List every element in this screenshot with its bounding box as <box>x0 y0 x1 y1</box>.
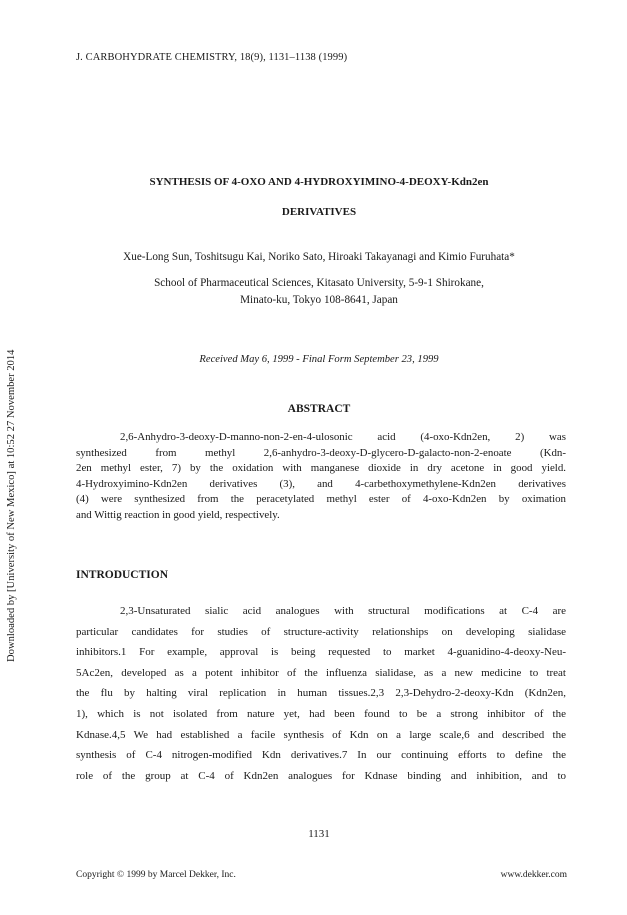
introduction-heading: INTRODUCTION <box>76 569 169 581</box>
introduction-line: role of the group at C-4 of Kdn2en analogues for Kdnase binding and inhibition, and to <box>76 769 566 782</box>
introduction-line: 1), which is not isolated from nature yet, had been found to be a strong inhibitor of the <box>76 707 566 720</box>
page-number: 1131 <box>308 828 330 840</box>
abstract-line: 2,6-Anhydro-3-deoxy-D-manno-non-2-en-4-ulosonic acid (4-oxo-Kdn2en, 2) was <box>120 431 566 443</box>
introduction-line: synthesis of C-4 nitrogen-modified Kdn derivatives.7 In our continuing efforts to define the <box>76 749 566 762</box>
introduction-line: Kdnase.4,5 We had established a facile synthesis of Kdn on a large scale,6 and described the <box>76 728 566 741</box>
copyright-notice: Copyright © 1999 by Marcel Dekker, Inc. <box>76 870 236 880</box>
abstract-body <box>76 430 566 524</box>
abstract-line: and Wittig reaction in good yield, respectively. <box>76 508 280 521</box>
abstract-line: synthesized from methyl 2,6-anhydro-3-deoxy-D-glycero-D-galacto-non-2-enoate (Kdn- <box>76 446 566 459</box>
introduction-line: particular candidates for studies of structure-activity relationships on developing sialidase <box>76 625 566 638</box>
received-dates: Received May 6, 1999 - Final Form September 23, 1999 <box>199 354 439 365</box>
publisher-website: www.dekker.com <box>500 870 567 880</box>
introduction-line: 5Ac2en, developed as a potent inhibitor of the influenza sialidase, as a new medicine to treat <box>76 666 566 679</box>
introduction-line: inhibitors.1 For example, approval is being requested to market 4-guanidino-4-deoxy-Neu- <box>76 646 566 659</box>
author-list: Xue-Long Sun, Toshitsugu Kai, Noriko Sato, Hiroaki Takayanagi and Kimio Furuhata* <box>123 251 515 263</box>
introduction-body <box>76 601 566 786</box>
introduction-line: 2,3-Unsaturated sialic acid analogues with structural modifications at C-4 are <box>120 605 566 617</box>
journal-citation: J. CARBOHYDRATE CHEMISTRY, 18(9), 1131–1138 (1999) <box>76 52 348 63</box>
affiliation-line-2: Minato-ku, Tokyo 108-8641, Japan <box>240 294 398 306</box>
article-title-line-1: SYNTHESIS OF 4-OXO AND 4-HYDROXYIMINO-4-DEOXY-Kdn2en <box>149 176 489 188</box>
abstract-heading: ABSTRACT <box>287 403 351 415</box>
abstract-line: (4) were synthesized from the peracetylated methyl ester of 4-oxo-Kdn2en by oximation <box>76 493 566 506</box>
article-title-line-2: DERIVATIVES <box>281 206 357 218</box>
introduction-line: the flu by halting viral replication in human tissues.2,3 2,3-Dehydro-2-deoxy-Kdn (Kdn2en, <box>76 687 566 700</box>
affiliation-line-1: School of Pharmaceutical Sciences, Kitasato University, 5-9-1 Shirokane, <box>154 277 484 289</box>
abstract-line: 2en methyl ester, 7) by the oxidation with manganese dioxide in dry acetone in good yield. <box>76 462 566 475</box>
download-watermark: Downloaded by [University of New Mexico] at 10:52 27 November 2014 <box>6 349 17 662</box>
abstract-line: 4-Hydroxyimino-Kdn2en derivatives (3), and 4-carbethoxymethylene-Kdn2en derivatives <box>76 477 566 490</box>
